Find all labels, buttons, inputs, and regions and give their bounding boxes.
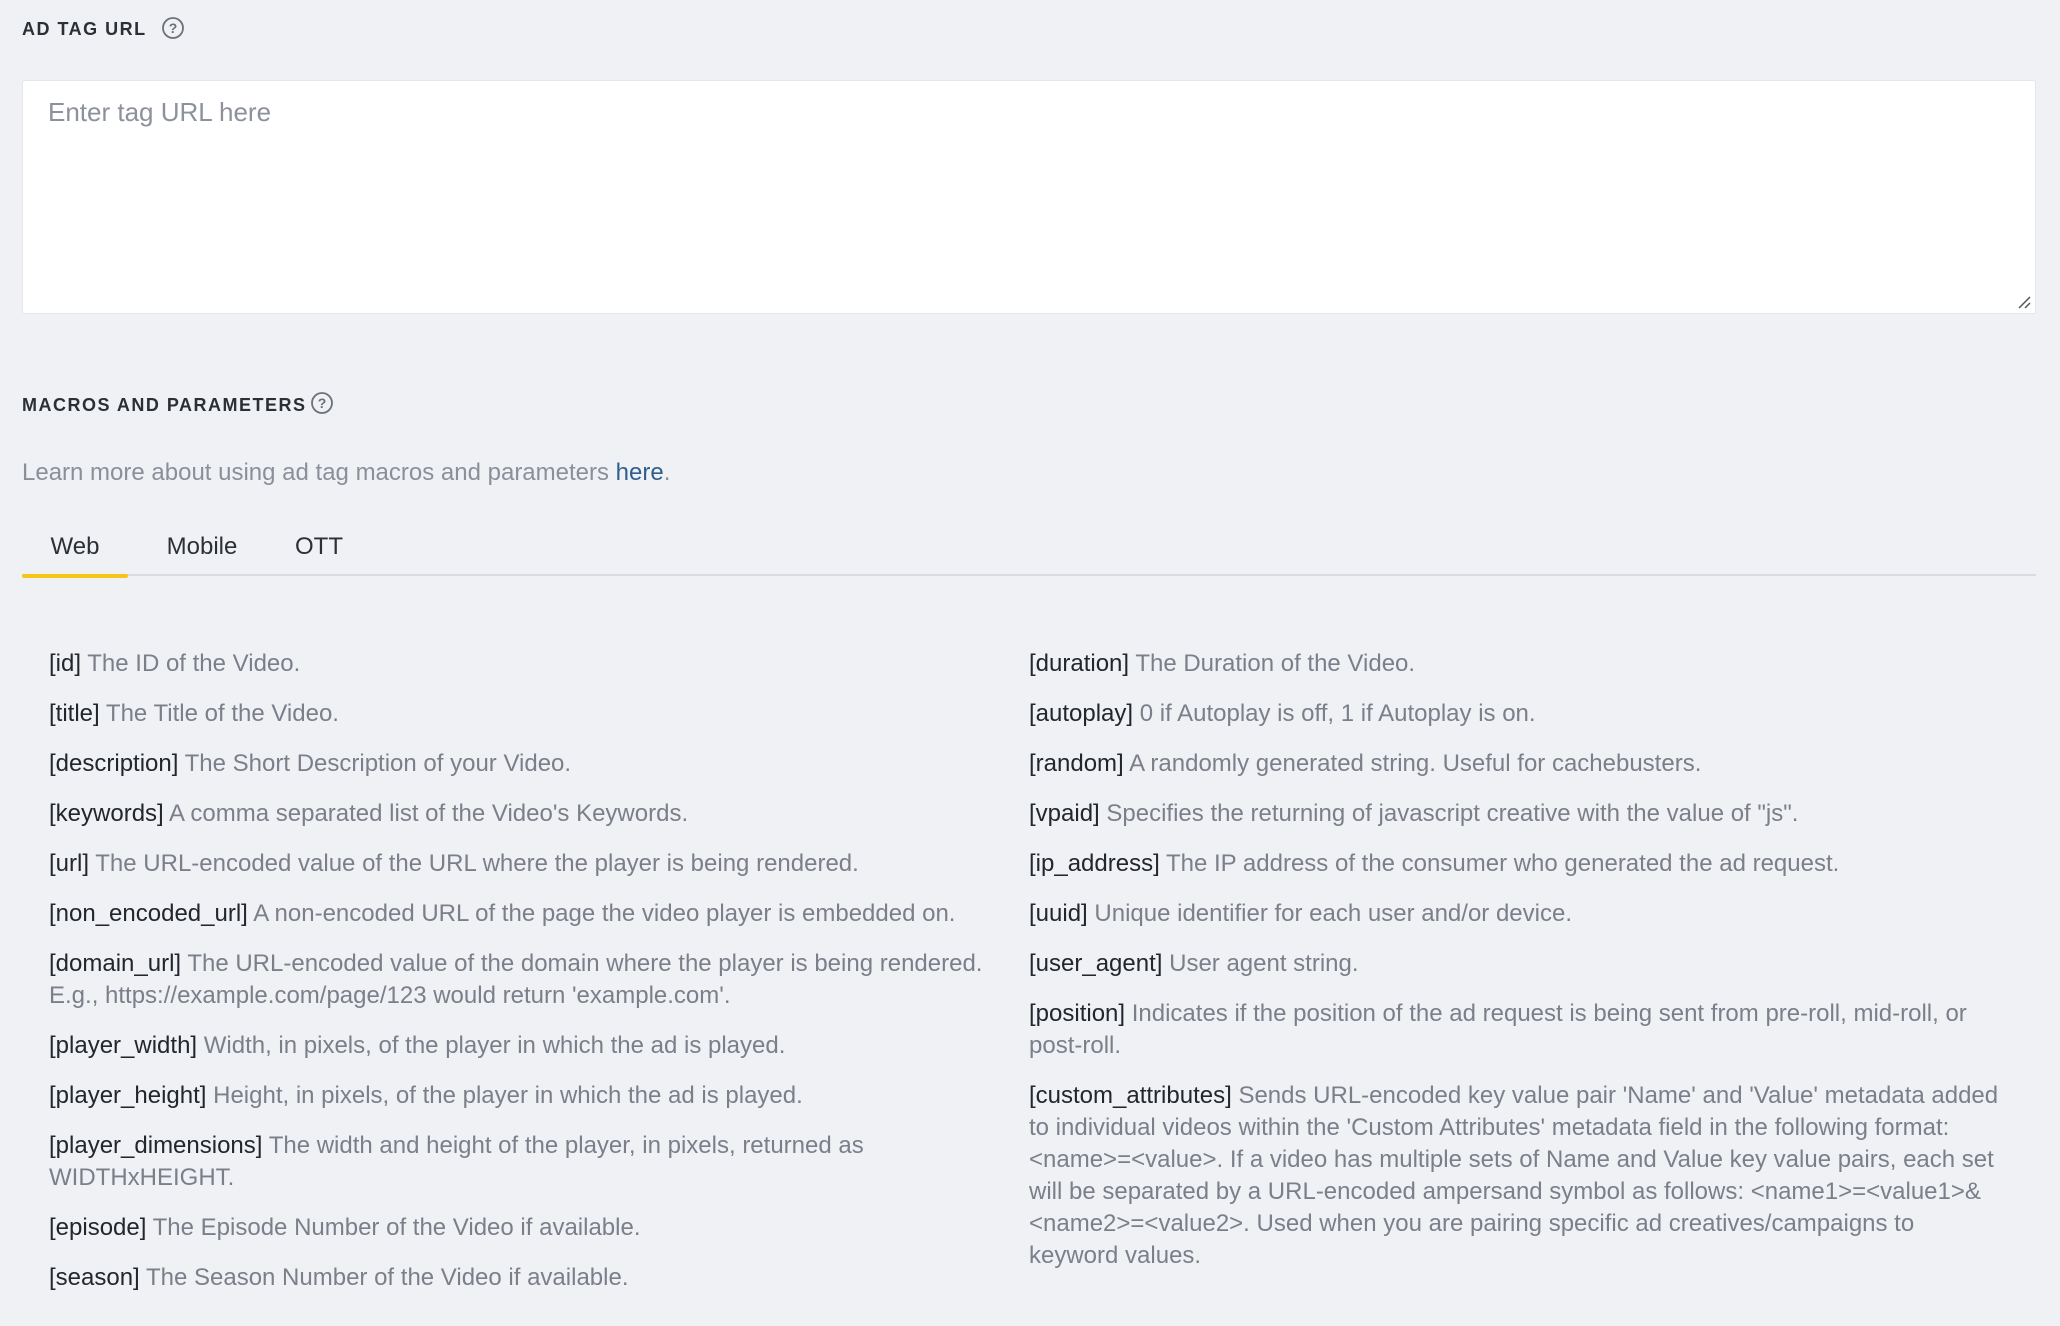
tab-web[interactable]: Web (22, 527, 128, 576)
macro-item (49, 698, 994, 730)
macro-key: [duration] (1029, 650, 1130, 677)
learn-more-link[interactable]: here (615, 459, 664, 486)
macro-description: Unique identifier for each user and/or device. (1094, 900, 1572, 927)
macro-item (49, 748, 994, 780)
macro-key: [episode] (49, 1214, 147, 1241)
macro-description: The ID of the Video. (87, 650, 301, 677)
macro-key: [non_encoded_url] (49, 900, 248, 927)
macro-item (49, 1130, 994, 1194)
macro-key: [domain_url] (49, 950, 182, 977)
macros-help-icon[interactable] (310, 391, 334, 415)
macro-key: [user_agent] (1029, 950, 1163, 977)
macro-list-left (49, 648, 994, 1312)
macro-description: Indicates if the position of the ad request is being sent from pre-roll, mid-roll, or post-roll. (1029, 1000, 1967, 1059)
macro-item (1029, 648, 2004, 680)
ad-tag-url-help-icon[interactable] (161, 16, 185, 40)
macro-description: Width, in pixels, of the player in which the ad is played. (203, 1032, 786, 1059)
macro-item (1029, 1080, 2004, 1272)
macro-key: [vpaid] (1029, 800, 1100, 827)
macro-description: The Title of the Video. (105, 700, 339, 727)
macro-description: A randomly generated string. Useful for cachebusters. (1129, 750, 1702, 777)
macro-key: [autoplay] (1029, 700, 1134, 727)
macro-key: [player_dimensions] (49, 1132, 263, 1159)
learn-more-text (22, 459, 670, 487)
macro-item (1029, 898, 2004, 930)
macro-description: The IP address of the consumer who generated the ad request. (1165, 850, 1840, 877)
macro-key: [player_width] (49, 1032, 198, 1059)
macro-key: [custom_attributes] (1029, 1082, 1232, 1109)
tab-ott[interactable]: OTT (295, 533, 343, 560)
macro-description: Height, in pixels, of the player in which the ad is played. (213, 1082, 803, 1109)
macro-key: [id] (49, 650, 82, 677)
macro-description: A comma separated list of the Video's Keywords. (169, 800, 689, 827)
ad-tag-url-field-wrapper (22, 80, 2036, 314)
macro-item (1029, 848, 2004, 880)
macro-key: [season] (49, 1264, 140, 1291)
macro-item (1029, 748, 2004, 780)
macro-key: [keywords] (49, 800, 164, 827)
macro-description: The Episode Number of the Video if available. (152, 1214, 641, 1241)
svg-text:?: ? (168, 20, 178, 36)
macro-key: [ip_address] (1029, 850, 1160, 877)
macro-description: The URL-encoded value of the domain where the player is being rendered. E.g., https://example.com/page/123 would return 'example.com'. (49, 950, 983, 1009)
ad-tag-url-label: AD TAG URL (22, 19, 147, 39)
macro-list-right (1029, 648, 2004, 1290)
macro-description: The URL-encoded value of the URL where the player is being rendered. (95, 850, 859, 877)
tab-mobile[interactable]: Mobile (166, 533, 238, 560)
macro-description: The Short Description of your Video. (184, 750, 572, 777)
macro-key: [random] (1029, 750, 1124, 777)
macro-item (49, 848, 994, 880)
resize-grip-icon[interactable] (2015, 293, 2031, 309)
svg-text:?: ? (317, 395, 327, 411)
macro-item (1029, 948, 2004, 980)
macro-item (49, 898, 994, 930)
macro-key: [player_height] (49, 1082, 207, 1109)
macro-item (49, 1212, 994, 1244)
macros-parameters-label: MACROS AND PARAMETERS (22, 395, 307, 415)
macro-item (49, 1080, 994, 1112)
macro-item (1029, 998, 2004, 1062)
learn-more-prefix: Learn more about using ad tag macros and parameters (22, 459, 616, 486)
learn-more-suffix: . (663, 459, 671, 486)
macro-key: [url] (49, 850, 90, 877)
macro-item (49, 1262, 994, 1294)
macro-description: 0 if Autoplay is off, 1 if Autoplay is on. (1139, 700, 1536, 727)
macro-description: Sends URL-encoded key value pair 'Name' and 'Value' metadata added to individual videos within the 'Custom Attributes' metadata field in the following format: <name>=<value>. If a video has multiple sets of Name and Value key value pairs, each set will be separated by a URL-encoded ampersand symbol as follows: <name1>=<value1>&<name2>=<value2>. Used when you are pairing specific ad creatives/campaigns to keyword values. (1029, 1082, 1999, 1269)
macro-description: The Season Number of the Video if available. (145, 1264, 629, 1291)
macro-item (49, 648, 994, 680)
macro-description: Specifies the returning of javascript creative with the value of "js". (1106, 800, 1799, 827)
macro-key: [position] (1029, 1000, 1126, 1027)
platform-tabs (22, 527, 2036, 576)
macro-description: A non-encoded URL of the page the video player is embedded on. (253, 900, 956, 927)
macro-description: User agent string. (1169, 950, 1359, 977)
macro-description: The width and height of the player, in pixels, returned as WIDTHxHEIGHT. (49, 1132, 864, 1191)
macro-item (1029, 798, 2004, 830)
macro-description: The Duration of the Video. (1135, 650, 1416, 677)
macro-item (49, 1030, 994, 1062)
macro-item (49, 948, 994, 1012)
macro-item (49, 798, 994, 830)
macro-key: [uuid] (1029, 900, 1088, 927)
macro-key: [description] (49, 750, 179, 777)
macro-key: [title] (49, 700, 100, 727)
macro-item (1029, 698, 2004, 730)
ad-tag-url-input[interactable] (23, 81, 2035, 313)
